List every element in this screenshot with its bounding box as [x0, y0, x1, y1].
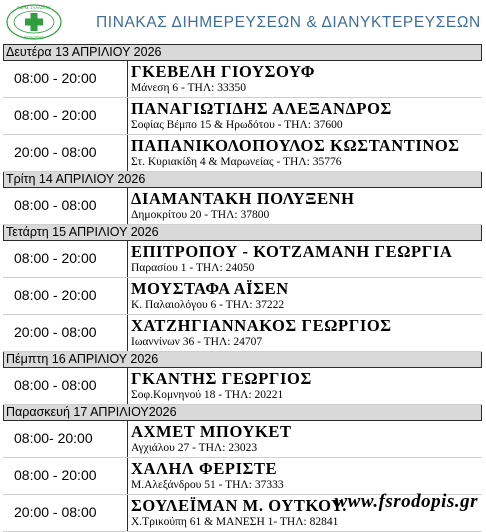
- day-header: Παρασκευή 17 ΑΠΡΙΛΙΟΥ2026: [3, 405, 482, 421]
- column-divider: [127, 188, 128, 224]
- svg-text:ΦΑΡΜ. ΣΥΛΛΟΓΟΣ: ΦΑΡΜ. ΣΥΛΛΟΓΟΣ: [16, 5, 52, 10]
- day-header: Τρίτη 14 ΑΠΡΙΛΙΟΥ 2026: [3, 172, 482, 188]
- pharmacist-name: ΓΚΑΝΤΗΣ ΓΕΩΡΓΙΟΣ: [131, 369, 312, 388]
- duty-hours: 08:00- 20:00: [14, 430, 93, 446]
- duty-schedule-table: [3, 44, 482, 532]
- column-divider: [127, 278, 128, 314]
- column-divider: [127, 458, 128, 494]
- pharmacy-address-phone: Στ. Κυριακίδη 4 & Μαρωνείας - ΤΗΛ: 35776: [131, 156, 342, 168]
- pharmacy-address-phone: Σοφίας Βέμπο 15 & Ηρωδότου - ΤΗΛ: 37600: [131, 119, 343, 131]
- pharmacy-row: [3, 458, 482, 495]
- pharmacist-name: ΑΧΜΕΤ ΜΠΟΥΚΕΤ: [131, 422, 292, 441]
- pharmacist-name: ΠΑΠΑΝΙΚΟΛΟΠΟΥΛΟΣ ΚΩΣΤΑΝΤΙΝΟΣ: [131, 136, 460, 155]
- duty-hours: 08:00 - 20:00: [14, 467, 97, 483]
- pharmacist-name: ΔΙΑΜΑΝΤΑΚΗ ΠΟΛΥΞΕΝΗ: [131, 189, 355, 208]
- column-divider: [127, 241, 128, 277]
- pharmacist-name: ΜΟΥΣΤΑΦΑ ΑΪΣΕΝ: [131, 279, 289, 298]
- pharmacist-name: ΓΚΕΒΕΛΗ ΓΙΟΥΣΟΥΦ: [131, 62, 316, 81]
- pharmacist-name: ΧΑΤΖΗΓΙΑΝΝΑΚΟΣ ΓΕΩΡΓΙΟΣ: [131, 316, 392, 335]
- column-divider: [127, 368, 128, 404]
- pharmacy-row: [3, 421, 482, 458]
- pharmacy-address-phone: Κ. Παλαιολόγου 6 - ΤΗΛ: 37222: [131, 299, 285, 311]
- pharmacy-address-phone: Παρασίου 1 - ΤΗΛ: 24050: [131, 262, 255, 274]
- pharmacist-name: ΣΟΥΛΕΪΜΑΝ Μ. ΟΥΤΚΟΥ.: [131, 496, 347, 515]
- duty-hours: 20:00 - 08:00: [14, 504, 97, 520]
- duty-hours: 20:00 - 08:00: [14, 144, 97, 160]
- pharmacy-address-phone: Σοφ.Κομνηνού 18 - ΤΗΛ: 20221: [131, 389, 284, 401]
- pharmacy-address-phone: Δημοκρίτου 20 - ΤΗΛ: 37800: [131, 209, 270, 221]
- pharmacy-row: [3, 98, 482, 135]
- column-divider: [127, 61, 128, 97]
- pharmacist-name: ΧΑΛΗΛ ΦΕΡΙΣΤΕ: [131, 459, 278, 478]
- page-title: ΠΙΝΑΚΑΣ ΔΙΗΜΕΡΕΥΣΕΩΝ & ΔΙΑΝΥΚΤΕΡΕΥΣΕΩΝ: [96, 14, 481, 31]
- pharmacy-row: [3, 278, 482, 315]
- svg-text:ΡΟΔΟΠΗΣ: ΡΟΔΟΠΗΣ: [24, 34, 44, 40]
- pharmacy-row: [3, 61, 482, 98]
- duty-hours: 20:00 - 08:00: [14, 324, 97, 340]
- day-header: Πέμπτη 16 ΑΠΡΙΛΙΟΥ 2026: [3, 352, 482, 368]
- pharmacy-row: [3, 135, 482, 172]
- pharmacist-name: ΕΠΙΤΡΟΠΟΥ - ΚΟΤΖΑΜΑΝΗ ΓΕΩΡΓΙΑ: [131, 242, 453, 261]
- pharmacy-row: [3, 188, 482, 225]
- pharmacist-name: ΠΑΝΑΓΙΩΤΙΔΗΣ ΑΛΕΞΑΝΔΡΟΣ: [131, 99, 392, 118]
- column-divider: [127, 421, 128, 457]
- website-link[interactable]: www.fsrodopis.gr: [334, 491, 478, 512]
- column-divider: [127, 315, 128, 351]
- column-divider: [127, 495, 128, 531]
- pharmacy-address-phone: Μ.Αλεξάνδρου 51 - ΤΗΛ: 37333: [131, 479, 284, 491]
- day-header: Τετάρτη 15 ΑΠΡΙΛΙΟΥ 2026: [3, 225, 482, 241]
- duty-hours: 08:00 - 20:00: [14, 287, 97, 303]
- duty-hours: 08:00 - 20:00: [14, 70, 97, 86]
- day-header: Δευτέρα 13 ΑΠΡΙΛΙΟΥ 2026: [3, 45, 482, 61]
- association-logo: [5, 3, 63, 41]
- duty-hours: 08:00 - 20:00: [14, 107, 97, 123]
- pharmacy-row: [3, 315, 482, 352]
- pharmacy-address-phone: Μάνεση 6 - ΤΗΛ: 33350: [131, 82, 246, 94]
- pharmacy-row: [3, 241, 482, 278]
- pharmacy-address-phone: Ιωαννίνων 36 - ΤΗΛ: 24707: [131, 336, 263, 348]
- column-divider: [127, 135, 128, 171]
- pharmacy-address-phone: Αγχιάλου 27 - ΤΗΛ: 23023: [131, 442, 258, 454]
- column-divider: [127, 98, 128, 134]
- duty-hours: 08:00 - 08:00: [14, 197, 97, 213]
- duty-hours: 08:00 - 20:00: [14, 250, 97, 266]
- pharmacy-row: [3, 368, 482, 405]
- duty-hours: 08:00 - 08:00: [14, 377, 97, 393]
- pharmacy-address-phone: Χ.Τρικούπη 61 & ΜΑΝΕΣΗ 1- ΤΗΛ: 82841: [131, 516, 339, 528]
